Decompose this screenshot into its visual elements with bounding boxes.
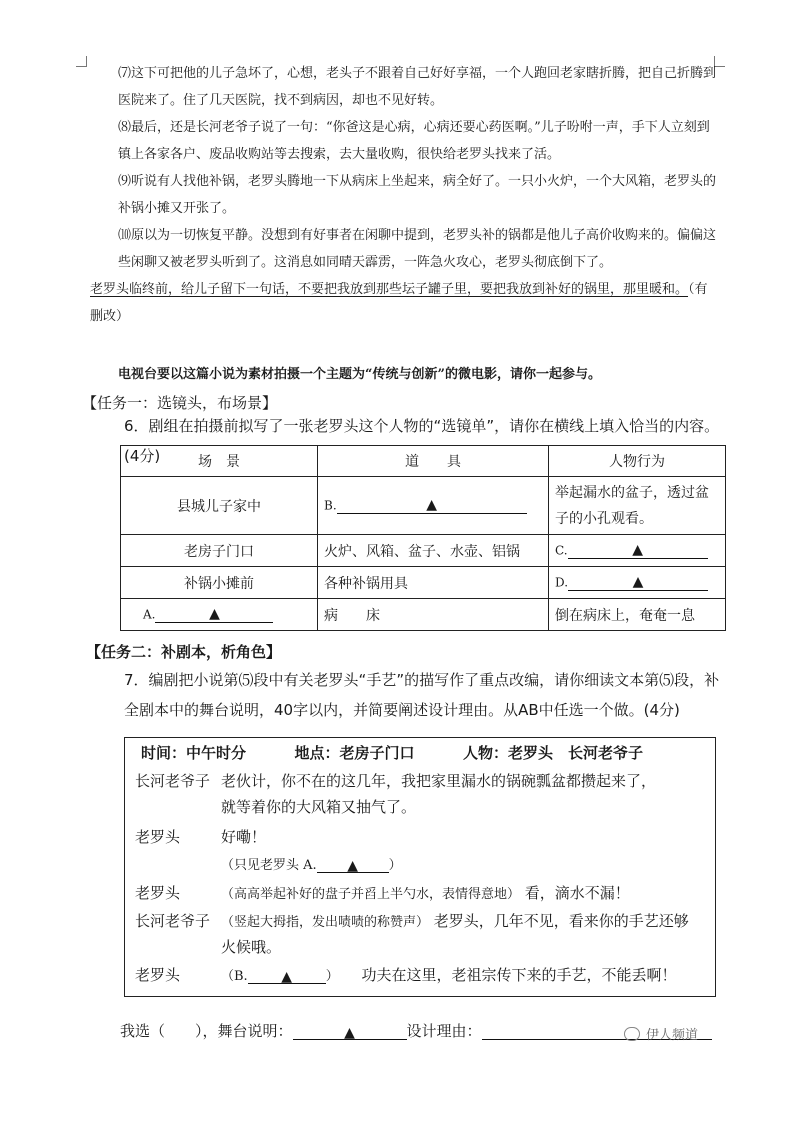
scene-cell: 老房子门口 xyxy=(121,535,318,567)
script-line-cont: 火候哦。 xyxy=(221,938,282,956)
blank-label: D. xyxy=(555,575,569,590)
triangle-marker: ▲ xyxy=(426,497,438,513)
table-row xyxy=(121,535,726,567)
script-line-cont: 就等着你的大风箱又抽气了。 xyxy=(221,798,417,816)
reason-label: 设计理由： xyxy=(406,1022,482,1040)
question-7: 7．编剧把小说第⑸段中有关老罗头“手艺”的描写作了重点改编，请你细读文本第⑸段，补全剧本中的舞台说明，40字以内，并简要阐述设计理由。从AB中任选一个做。(4分) xyxy=(124,671,720,719)
stage-direction-end: ） xyxy=(325,969,339,984)
stage-direction: （B. xyxy=(221,969,248,984)
script-people: 人物：老罗头 长河老爷子 xyxy=(462,744,643,762)
action-cell xyxy=(549,535,726,567)
shot-selection-table xyxy=(120,445,726,631)
script-line xyxy=(135,882,630,903)
story-text xyxy=(90,60,720,330)
watermark-text: 伊人频道 xyxy=(646,1028,699,1043)
stage-blank-a[interactable] xyxy=(317,856,389,873)
scene-cell xyxy=(121,599,318,631)
script-line xyxy=(135,964,677,985)
blank-label: B. xyxy=(324,498,337,513)
paragraph-9: ⑼听说有人找他补锅，老罗头腾地一下从病床上坐起来，病全好了。一只小火炉，一个大风箱，老罗头的补锅小摊又开张了。 xyxy=(118,174,717,216)
table-row xyxy=(121,567,726,599)
props-cell xyxy=(318,477,549,535)
stage-direction: （竖起大拇指，发出啧啧的称赞声） xyxy=(221,915,430,930)
table-row xyxy=(121,477,726,535)
script-box xyxy=(124,737,716,997)
task2-heading: 【任务二：补剧本，析角色】 xyxy=(86,643,282,661)
stage-blank-b[interactable] xyxy=(248,967,326,984)
answer-blank-b[interactable] xyxy=(337,497,527,514)
watermark xyxy=(624,1024,698,1043)
props-cell: 火炉、风箱、盆子、水壶、铝锅 xyxy=(318,535,549,567)
blank-label: A. xyxy=(143,607,156,622)
paragraph-10-ending xyxy=(90,276,720,330)
stage-direction-end: ） xyxy=(388,858,402,873)
answer-blank-c[interactable] xyxy=(568,542,708,559)
edit-note: （有删改） xyxy=(90,282,708,324)
speaker: 老罗头 xyxy=(135,828,181,846)
paragraph-10: ⑽原以为一切恢复平静。没想到有好事者在闲聊中提到，老罗头补的锅都是他儿子高价收购来的。偏偏这些闲聊又被老罗头听到了。这消息如同晴天霹雳，一阵急火攻心，老罗头彻底倒下了。 xyxy=(118,228,717,270)
triangle-marker: ▲ xyxy=(209,606,220,622)
scene-cell: 补锅小摊前 xyxy=(121,567,318,599)
table-row xyxy=(121,599,726,631)
answer-line xyxy=(120,1020,712,1041)
speaker: 老罗头 xyxy=(135,966,181,984)
header-props: 道 具 xyxy=(318,446,549,477)
triangle-marker: ▲ xyxy=(347,858,359,874)
props-cell: 病 床 xyxy=(318,599,549,631)
speaker: 长河老爷子 xyxy=(135,912,211,930)
line-text: 看，滴水不漏！ xyxy=(524,884,630,902)
question-6: 6．剧组在拍摄前拟写了一张老罗头这个人物的“选镜单”，请你在横线上填入恰当的内容。(4分) xyxy=(124,417,720,465)
line-text: 功夫在这里，老祖宗传下来的手艺，不能丢啊！ xyxy=(361,966,677,984)
triangle-marker: ▲ xyxy=(632,574,644,590)
action-cell xyxy=(549,567,726,599)
wechat-icon xyxy=(624,1027,640,1041)
script-place: 地点：老房子门口 xyxy=(294,744,415,762)
page-corner-mark xyxy=(76,56,87,67)
stage-direction: （只见老罗头 A. xyxy=(221,858,317,873)
stage-direction: （高高举起补好的盘子并舀上半勺水，表情得意地） xyxy=(221,887,521,902)
scene-cell: 县城儿子家中 xyxy=(121,477,318,535)
line-text: 好嘞！ xyxy=(221,828,267,846)
script-line xyxy=(135,910,689,931)
action-cell: 倒在病床上，奄奄一息 xyxy=(549,599,726,631)
choose-label: 我选（ ），舞台说明： xyxy=(120,1022,293,1040)
triangle-marker: ▲ xyxy=(344,1025,355,1041)
script-line xyxy=(135,826,266,847)
script-time: 时间：中午时分 xyxy=(141,744,247,762)
props-cell: 各种补锅用具 xyxy=(318,567,549,599)
triangle-marker: ▲ xyxy=(632,542,643,558)
stage-direction-answer[interactable] xyxy=(293,1023,407,1040)
action-cell: 举起漏水的盆子，透过盆子的小孔观看。 xyxy=(549,477,726,535)
header-scene: 场 景 xyxy=(121,446,318,477)
table-header-row xyxy=(121,446,726,477)
speaker: 老罗头 xyxy=(135,884,181,902)
line-text: 老罗头，几年不见，看来你的手艺还够 xyxy=(433,912,689,930)
answer-blank-d[interactable] xyxy=(568,574,708,591)
script-line xyxy=(221,854,402,873)
paragraph-7: ⑺这下可把他的儿子急坏了，心想，老头子不跟着自己好好享福，一个人跑回老家瞎折腾，把自己折腾到医院来了。住了几天医院，找不到病因，却也不见好转。 xyxy=(118,66,717,108)
answer-blank-a[interactable] xyxy=(155,606,273,623)
line-text: 老伙计，你不在的这几年，我把家里漏水的锅碗瓢盆都攒起来了， xyxy=(221,772,657,790)
underlined-sentence: 老罗头临终前，给儿子留下一句话，不要把我放到那些坛子罐子里，要把我放到补好的锅里，那里暖和。 xyxy=(90,282,689,297)
header-action: 人物行为 xyxy=(549,446,726,477)
script-header xyxy=(141,742,643,763)
activity-intro: 电视台要以这篇小说为素材拍摄一个主题为“传统与创新”的微电影，请你一起参与。 xyxy=(118,367,601,382)
paragraph-8: ⑻最后，还是长河老爷子说了一句：“你爸这是心病，心病还要心药医啊。”儿子吩咐一声，手下人立刻到镇上各家各户、废品收购站等去搜索，去大量收购，很快给老罗头找来了活。 xyxy=(118,120,710,162)
script-line xyxy=(135,770,656,791)
triangle-marker: ▲ xyxy=(281,969,293,985)
blank-label: C. xyxy=(555,543,568,558)
task1-heading: 【任务一：选镜头，布场景】 xyxy=(82,394,278,412)
speaker: 长河老爷子 xyxy=(135,772,211,790)
